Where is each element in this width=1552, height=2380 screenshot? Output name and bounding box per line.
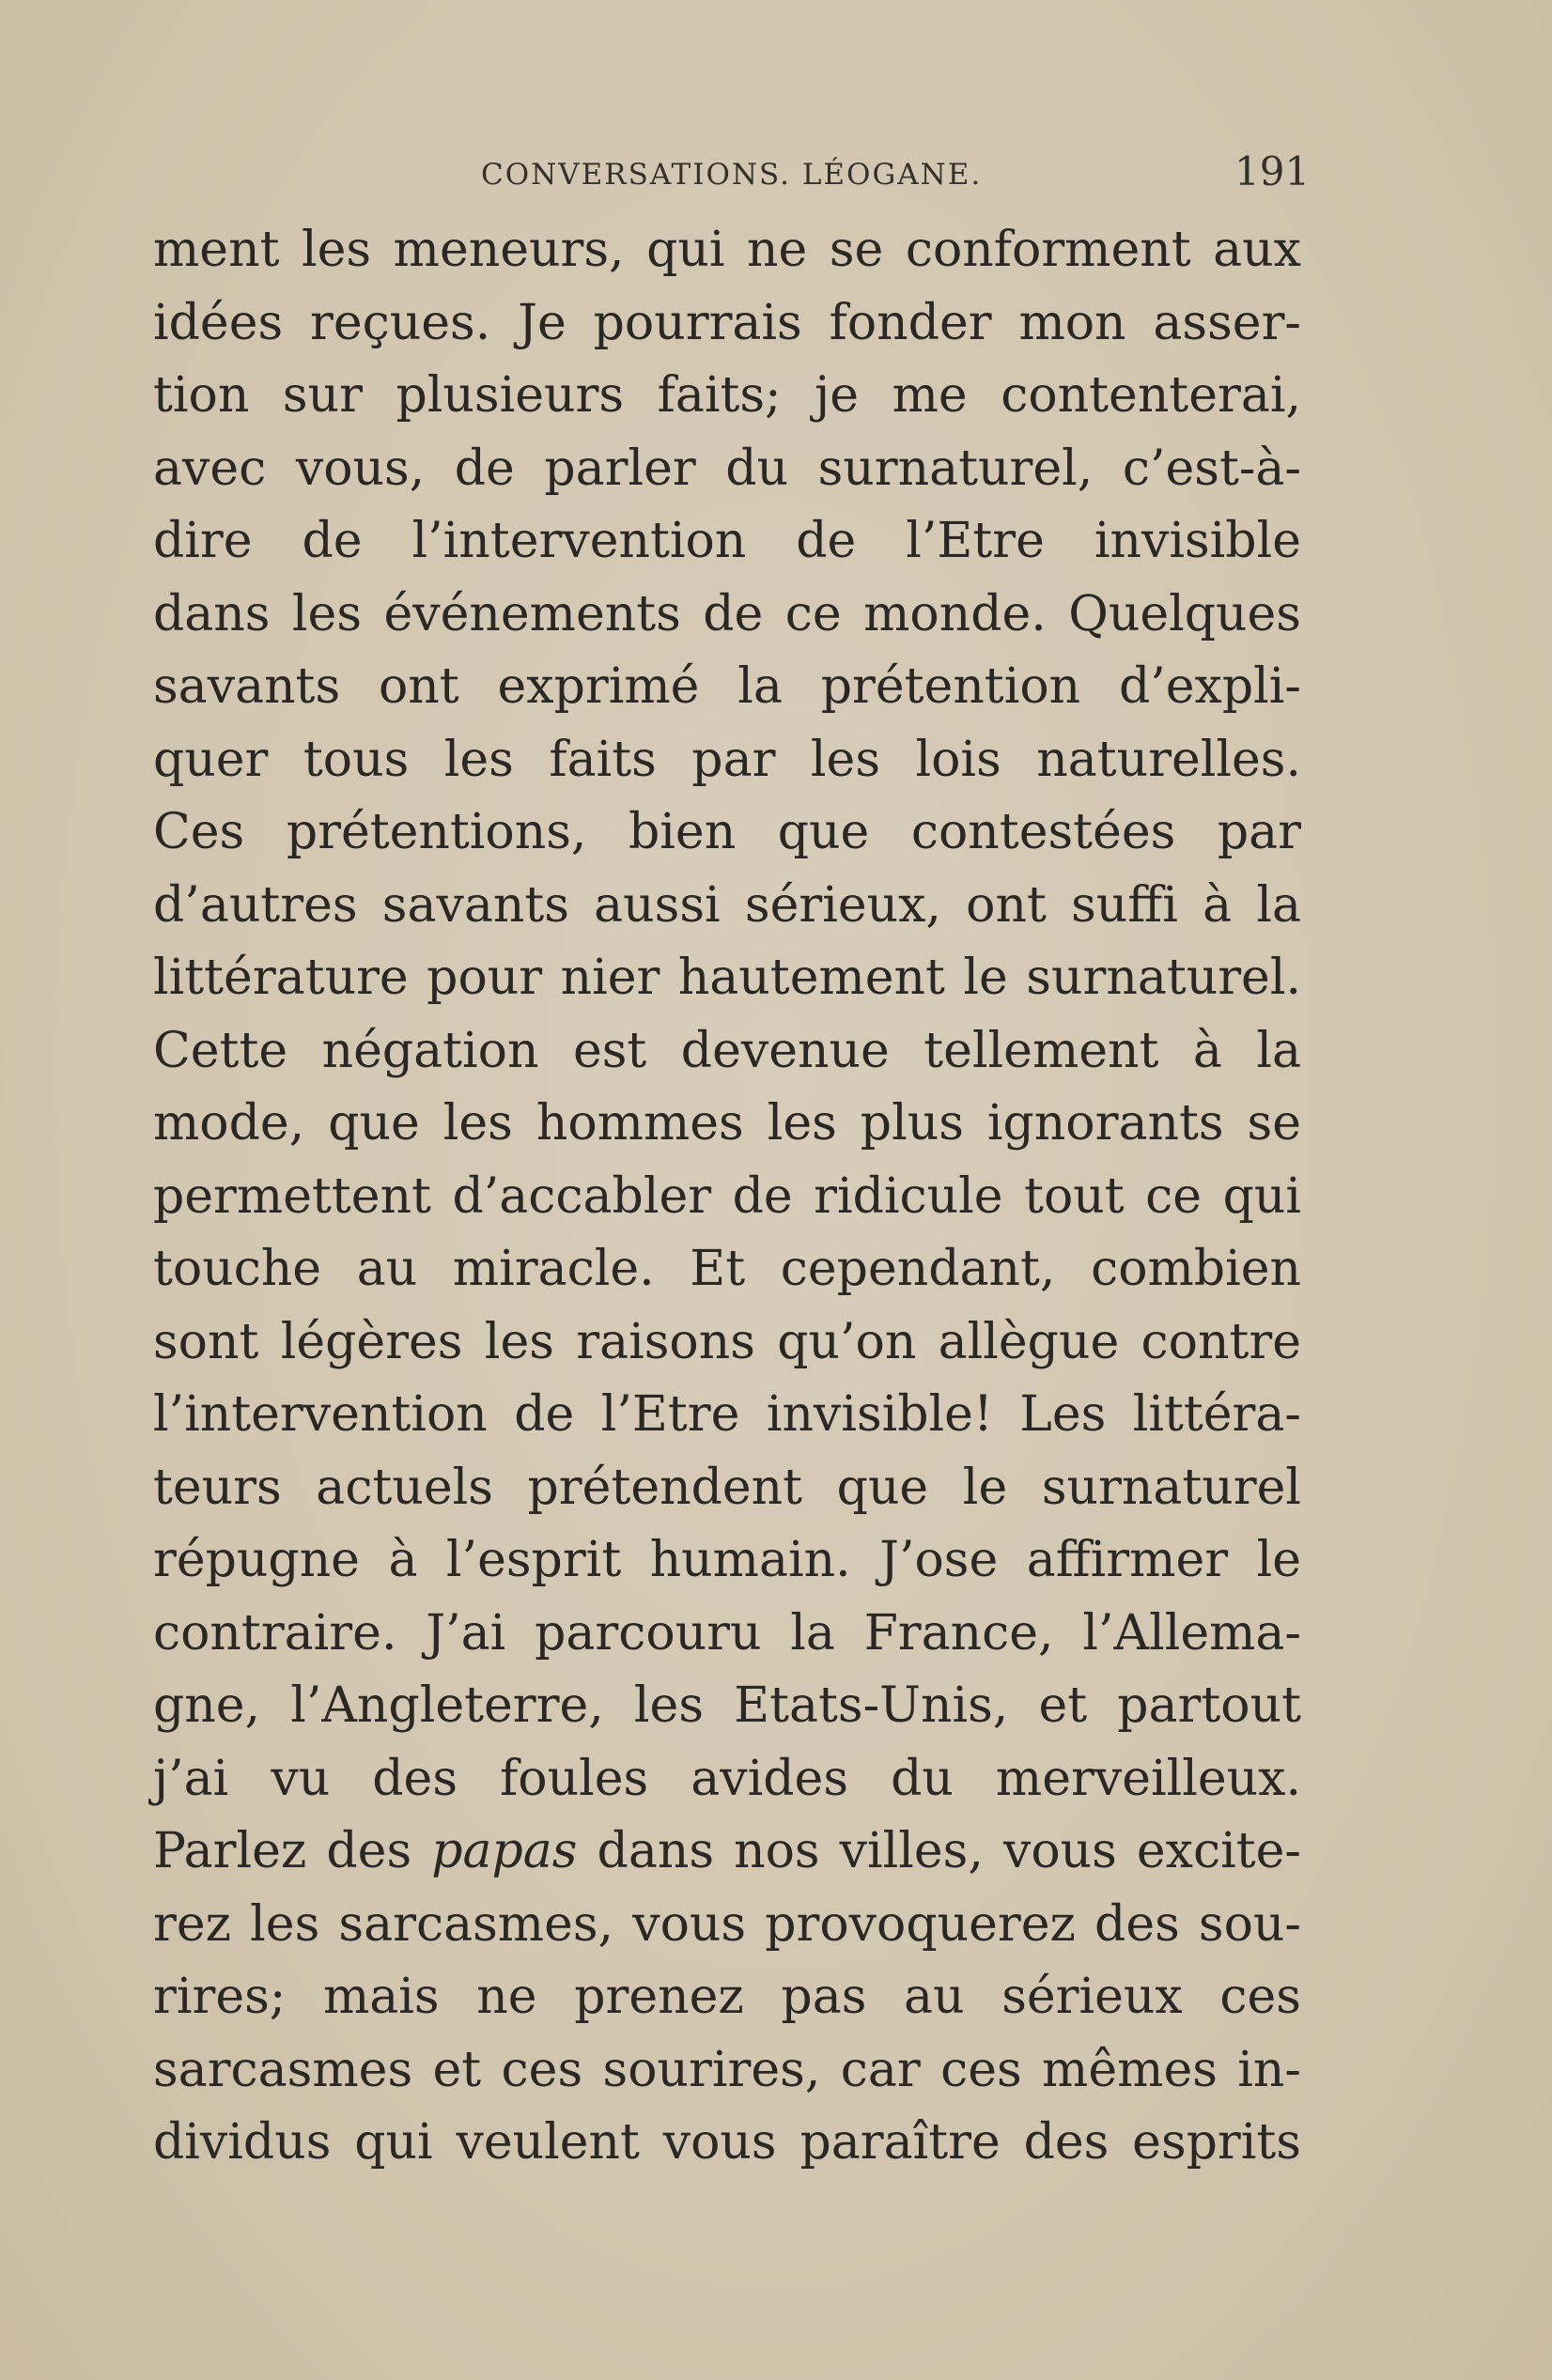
page-header [0,141,1552,197]
text-line: sarcasmes et ces sourires, car ces mêmes in- [153,2041,1301,2098]
body-text [153,214,1301,2180]
text-line: d’autres savants aussi sérieux, ont suffi à la [153,876,1301,934]
text-segment: dans nos villes, vous excite- [577,1823,1301,1879]
text-line: contraire. J’ai parcouru la France, l’Allema- [153,1604,1301,1661]
text-line: j’ai vu des foules avides du merveilleux. [153,1750,1301,1807]
text-line: rires; mais ne prenez pas au sérieux ces [153,1969,1301,2025]
text-line: Cette négation est devenue tellement à la [153,1022,1301,1079]
text-line: Ces prétentions, bien que contestées par [153,804,1301,860]
text-line: tion sur plusieurs faits; je me contenterai, [153,367,1301,424]
text-line: mode, que les hommes les plus ignorants se [153,1095,1301,1151]
text-line: l’intervention de l’Etre invisible! Les littéra- [153,1386,1301,1443]
text-segment: Parlez des [153,1823,432,1879]
text-line: sont légères les raisons qu’on allègue contre [153,1313,1301,1370]
running-head: CONVERSATIONS. LÉOGANE. [481,158,983,192]
text-line: touche au miracle. Et cependant, combien [153,1241,1301,1297]
text-line: idées reçues. Je pourrais fonder mon asser- [153,294,1301,351]
text-line: avec vous, de parler du surnaturel, c’est-à- [153,440,1301,497]
text-line: permettent d’accabler de ridicule tout ce qui [153,1167,1301,1225]
text-line: dire de l’intervention de l’Etre invisible [153,513,1301,569]
text-line: rez les sarcasmes, vous provoquerez des sou- [153,1895,1301,1953]
page-number: 191 [1234,148,1311,194]
text-line: ment les meneurs, qui ne se conforment aux [153,222,1301,278]
text-line: dans les événements de ce monde. Quelques [153,585,1301,642]
text-line: répugne à l’esprit humain. J’ose affirmer le [153,1532,1301,1588]
text-line: teurs actuels prétendent que le surnaturel [153,1459,1301,1516]
text-line: quer tous les faits par les lois naturelles. [153,731,1301,788]
italic-word: papas [431,1823,578,1879]
text-line: dividus qui veulent vous paraître des esprits [153,2114,1301,2171]
text-line: gne, l’Angleterre, les Etats-Unis, et partout [153,1677,1301,1734]
text-line: savants ont exprimé la prétention d’expli- [153,658,1301,715]
text-line-with-italic [153,1816,1301,1889]
text-line: littérature pour nier hautement le surnaturel. [153,950,1301,1006]
